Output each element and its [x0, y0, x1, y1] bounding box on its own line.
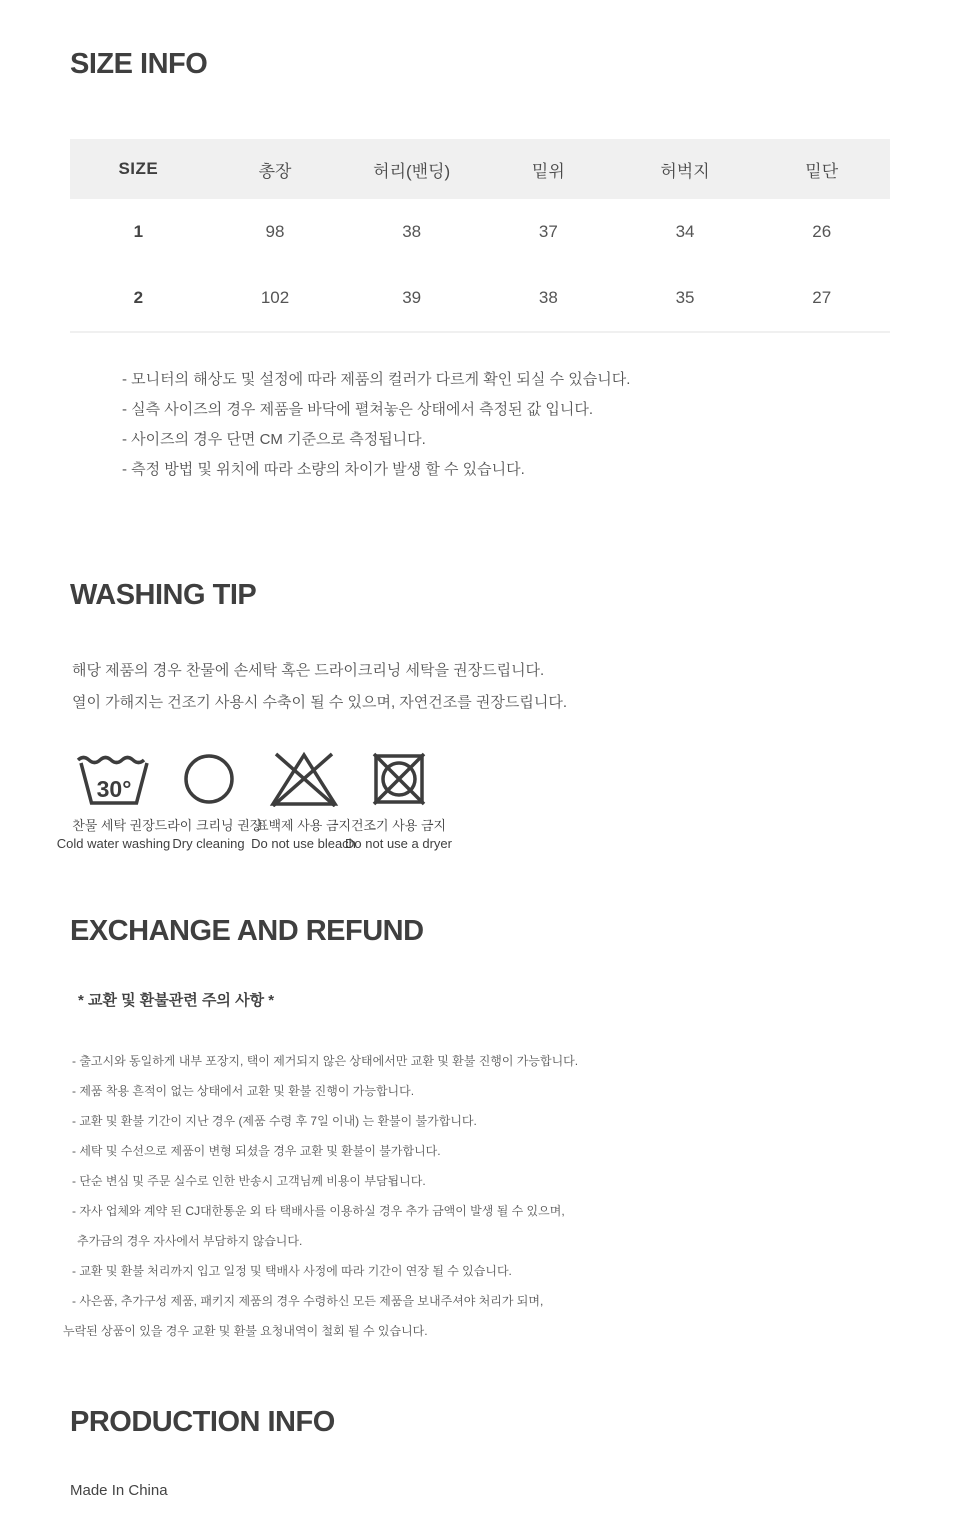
- care-item-dry-cleaning: [154, 752, 263, 851]
- refund-item: - 제품 착용 흔적이 없는 상태에서 교환 및 환불 진행이 가능합니다.: [72, 1084, 415, 1098]
- refund-item: - 교환 및 환불 기간이 지난 경우 (제품 수령 후 7일 이내) 는 환불이 불가합니다.: [72, 1114, 477, 1128]
- size-table-row: [70, 265, 890, 331]
- care-label-ko: 드라이 크리닝 권장: [154, 818, 263, 833]
- care-label-ko: 표백제 사용 금지: [255, 818, 352, 833]
- no-dryer-icon: [371, 752, 427, 806]
- size-table-header: 밑단: [805, 161, 839, 181]
- care-label-ko: 건조기 사용 금지: [350, 818, 447, 833]
- washing-tip-line: 해당 제품의 경우 찬물에 손세탁 혹은 드라이크리닝 세탁을 권장드립니다.: [72, 662, 545, 679]
- washing-tip-title: WASHING TIP: [70, 579, 257, 611]
- size-cell: 37: [538, 222, 558, 241]
- size-cell: 26: [812, 222, 832, 241]
- exchange-refund-title: EXCHANGE AND REFUND: [70, 915, 424, 947]
- care-label-en: Cold water washing: [56, 836, 171, 851]
- size-cell: 38: [538, 288, 558, 307]
- size-cell: 102: [260, 288, 290, 307]
- size-note: - 사이즈의 경우 단면 CM 기준으로 측정됩니다.: [122, 431, 426, 448]
- exchange-refund-subtitle: * 교환 및 환불관련 주의 사항 *: [78, 992, 275, 1009]
- production-info-title: PRODUCTION INFO: [70, 1406, 335, 1438]
- refund-item: - 출고시와 동일하게 내부 포장지, 택이 제거되지 않은 상태에서만 교환 및 환불 진행이 가능합니다.: [72, 1054, 579, 1068]
- refund-item-continuation: 누락된 상품이 있을 경우 교환 및 환불 요청내역이 철회 될 수 있습니다.: [63, 1324, 428, 1338]
- size-table-header: 허벅지: [660, 161, 710, 181]
- size-cell: 1: [133, 222, 144, 241]
- size-notes: [122, 365, 890, 485]
- care-item-no-bleach: [251, 752, 356, 851]
- care-item-cold-wash: [56, 752, 171, 851]
- size-table-header-row: [70, 139, 890, 199]
- care-label-en: Dry cleaning: [172, 836, 245, 851]
- size-table: [70, 139, 890, 333]
- size-table-row: [70, 199, 890, 265]
- size-note: - 실측 사이즈의 경우 제품을 바닥에 펼쳐놓은 상태에서 측정된 값 입니다.: [122, 401, 594, 418]
- production-origin-text: Made In China: [70, 1482, 168, 1499]
- size-cell: 2: [133, 288, 144, 307]
- care-icons-row: [56, 752, 890, 851]
- size-cell: 27: [812, 288, 832, 307]
- refund-item: - 교환 및 환불 처리까지 입고 일정 및 택배사 사정에 따라 기간이 연장 될 수 있습니다.: [72, 1264, 512, 1278]
- dry-cleaning-icon: [183, 752, 235, 806]
- washing-tip-text: [72, 655, 890, 719]
- size-table-header: SIZE: [118, 159, 159, 178]
- size-note: - 모니터의 해상도 및 설정에 따라 제품의 컬러가 다르게 확인 되실 수 있습니다.: [122, 371, 631, 388]
- care-label-en: Do not use bleach: [251, 836, 356, 851]
- size-table-header: 허리(밴딩): [373, 161, 451, 181]
- size-info-title: SIZE INFO: [70, 48, 208, 80]
- size-cell: 34: [675, 222, 695, 241]
- size-note: - 측정 방법 및 위치에 따라 소량의 차이가 발생 할 수 있습니다.: [122, 461, 525, 478]
- size-cell: 38: [402, 222, 422, 241]
- refund-item: - 단순 변심 및 주문 실수로 인한 반송시 고객님께 비용이 부담됩니다.: [72, 1174, 426, 1188]
- refund-item: - 세탁 및 수선으로 제품이 변형 되셨을 경우 교환 및 환불이 불가합니다.: [72, 1144, 441, 1158]
- size-cell: 35: [675, 288, 695, 307]
- care-item-no-dryer: [345, 752, 452, 851]
- cold-water-wash-icon: [76, 752, 152, 806]
- refund-item: - 사은품, 추가구성 제품, 패키지 제품의 경우 수령하신 모든 제품을 보내주셔야 처리가 되며,: [72, 1294, 544, 1308]
- washing-tip-line: 열이 가해지는 건조기 사용시 수축이 될 수 있으며, 자연건조를 권장드립니다.: [72, 694, 568, 711]
- no-bleach-icon: [268, 752, 340, 806]
- size-cell: 39: [402, 288, 422, 307]
- size-table-header: 총장: [258, 161, 292, 181]
- care-label-en: Do not use a dryer: [345, 836, 452, 851]
- size-table-header: 밑위: [531, 161, 565, 181]
- refund-item: - 자사 업체와 계약 된 CJ대한통운 외 타 택배사를 이용하실 경우 추가 금액이 발생 될 수 있으며,: [72, 1204, 565, 1218]
- exchange-refund-list: [63, 1046, 890, 1346]
- size-cell: 98: [265, 222, 285, 241]
- care-label-ko: 찬물 세탁 권장: [72, 818, 155, 833]
- svg-text:30°: 30°: [96, 776, 131, 802]
- refund-item-continuation: 추가금의 경우 자사에서 부담하지 않습니다.: [77, 1234, 303, 1248]
